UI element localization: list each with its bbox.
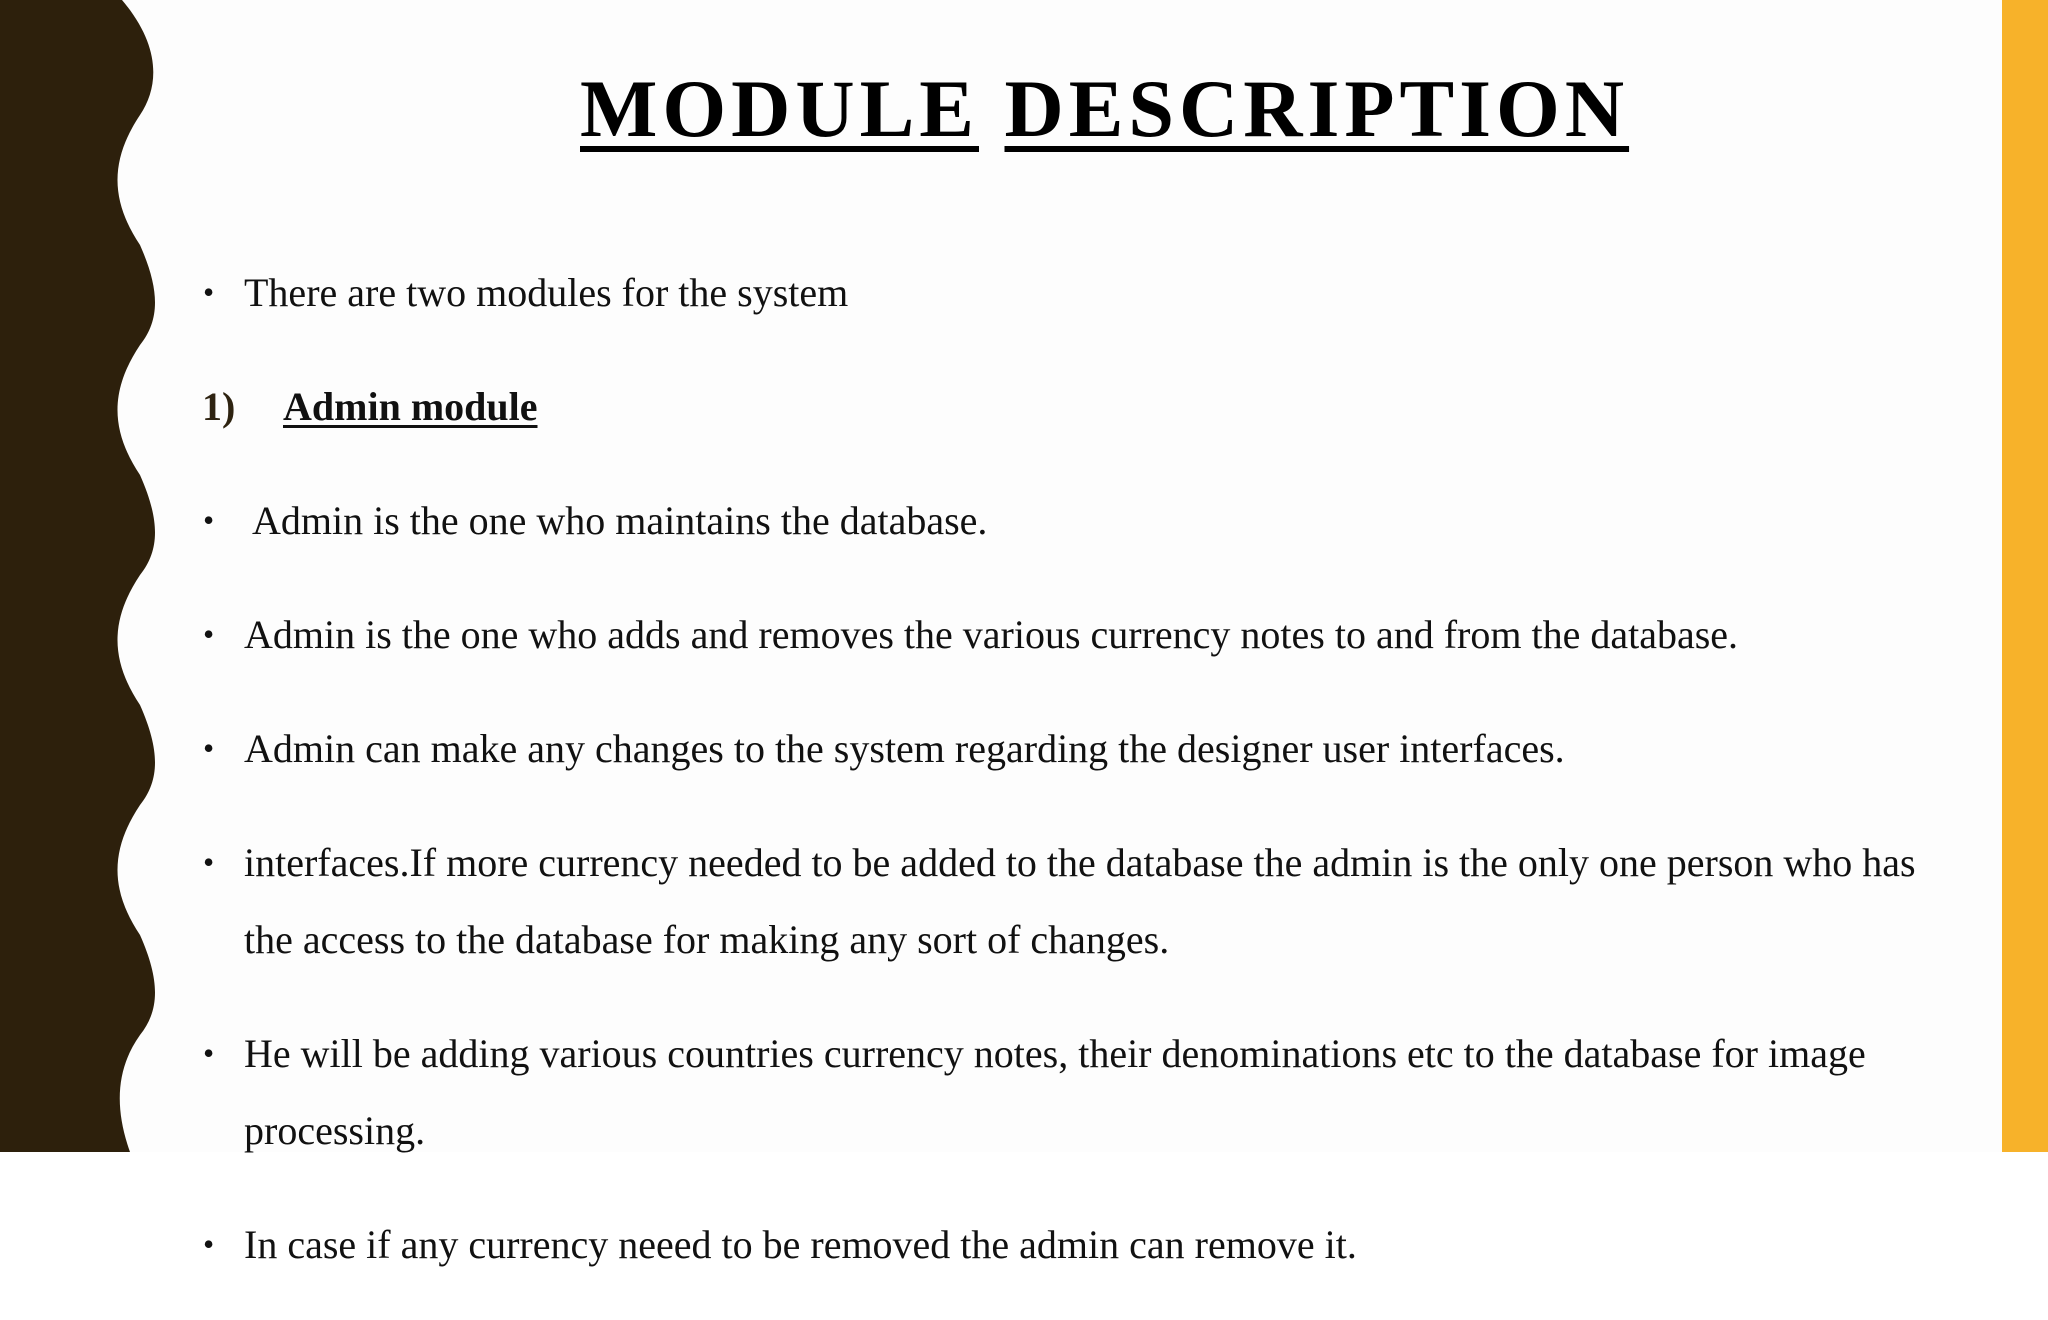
bullet-icon: •: [203, 274, 215, 310]
section-heading: [200, 368, 1920, 445]
bullet-text: He will be adding various countries currency notes, their denominations etc to the database for image processing.: [244, 1031, 1866, 1153]
bullet-item: [200, 1206, 1920, 1283]
bullet-icon: •: [203, 1035, 215, 1071]
bullet-icon: •: [203, 730, 215, 766]
bullet-item: [200, 482, 1920, 559]
bullet-icon: •: [203, 844, 215, 880]
slide-title: [580, 62, 1630, 156]
title-word-description: DESCRIPTION: [1004, 63, 1630, 154]
section-number: 1): [202, 384, 236, 429]
bullet-text: Admin is the one who maintains the database.: [252, 498, 988, 543]
bullet-item: [200, 1015, 1920, 1169]
bullet-text: interfaces.If more currency needed to be added to the database the admin is the only one person who has the access to the database for making any sort of changes.: [244, 840, 1916, 962]
bullet-text: There are two modules for the system: [244, 270, 849, 315]
bullet-text: In case if any currency neeed to be removed the admin can remove it.: [244, 1222, 1357, 1267]
section-title: Admin module: [283, 384, 538, 429]
bullet-intro: [200, 254, 1920, 331]
left-wave-decoration: [0, 0, 160, 1152]
bullet-item: [200, 596, 1920, 673]
bullet-item: [200, 824, 1920, 978]
bullet-icon: •: [203, 502, 215, 538]
bullet-icon: •: [203, 616, 215, 652]
bullet-text: Admin can make any changes to the system regarding the designer user interfaces.: [244, 726, 1565, 771]
bullet-icon: •: [203, 1226, 215, 1262]
bullet-item: [200, 710, 1920, 787]
bullet-text: Admin is the one who adds and removes the various currency notes to and from the database.: [244, 612, 1739, 657]
title-word-module: MODULE: [580, 63, 979, 154]
right-accent-bar: [2002, 0, 2048, 1152]
slide-body: [200, 254, 1920, 1320]
